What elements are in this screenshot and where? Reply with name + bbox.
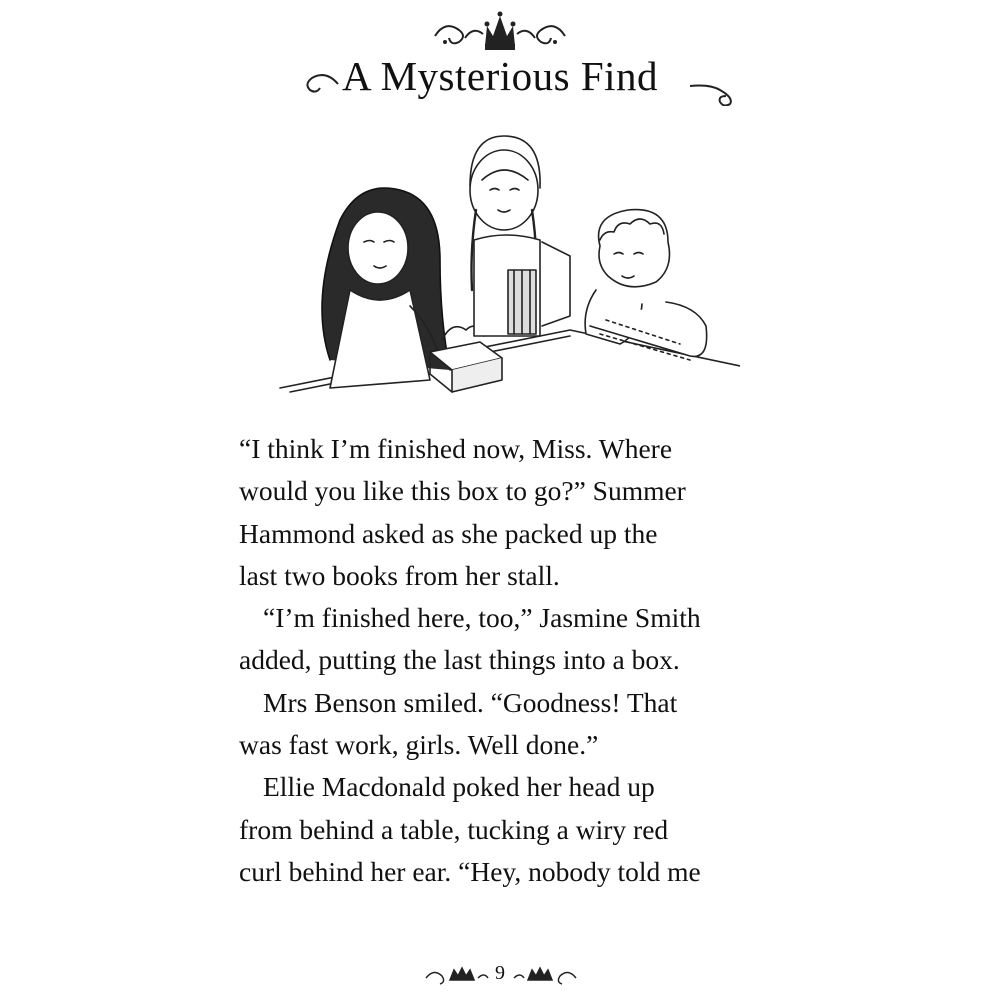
story-paragraph-3: Mrs Benson smiled. “Goodness! That was fast work, girls. Well done.” (239, 686, 678, 761)
page-number: 9 (495, 962, 505, 984)
crown-ornament-icon (425, 8, 575, 52)
title-swirl-right-icon (690, 66, 750, 106)
story-paragraph-4: Ellie Macdonald poked her head up from behind a table, tucking a wiry red curl behind her ear. “Hey, nobody told me (239, 771, 701, 887)
three-girls-illustration (270, 130, 740, 400)
story-text (239, 428, 799, 893)
footer-ornament-left-icon (420, 964, 490, 988)
footer-ornament-right-icon (512, 964, 582, 988)
story-paragraph-2: “I’m finished here, too,” Jasmine Smith added, putting the last things into a box. (239, 602, 701, 676)
chapter-title: A Mysterious Find (341, 53, 659, 99)
story-paragraph-1: “I think I’m finished now, Miss. Where would you like this box to go?” Summer Hammond asked as she packed up the last two books from her stall. (239, 433, 686, 591)
page-footer (0, 962, 1000, 992)
